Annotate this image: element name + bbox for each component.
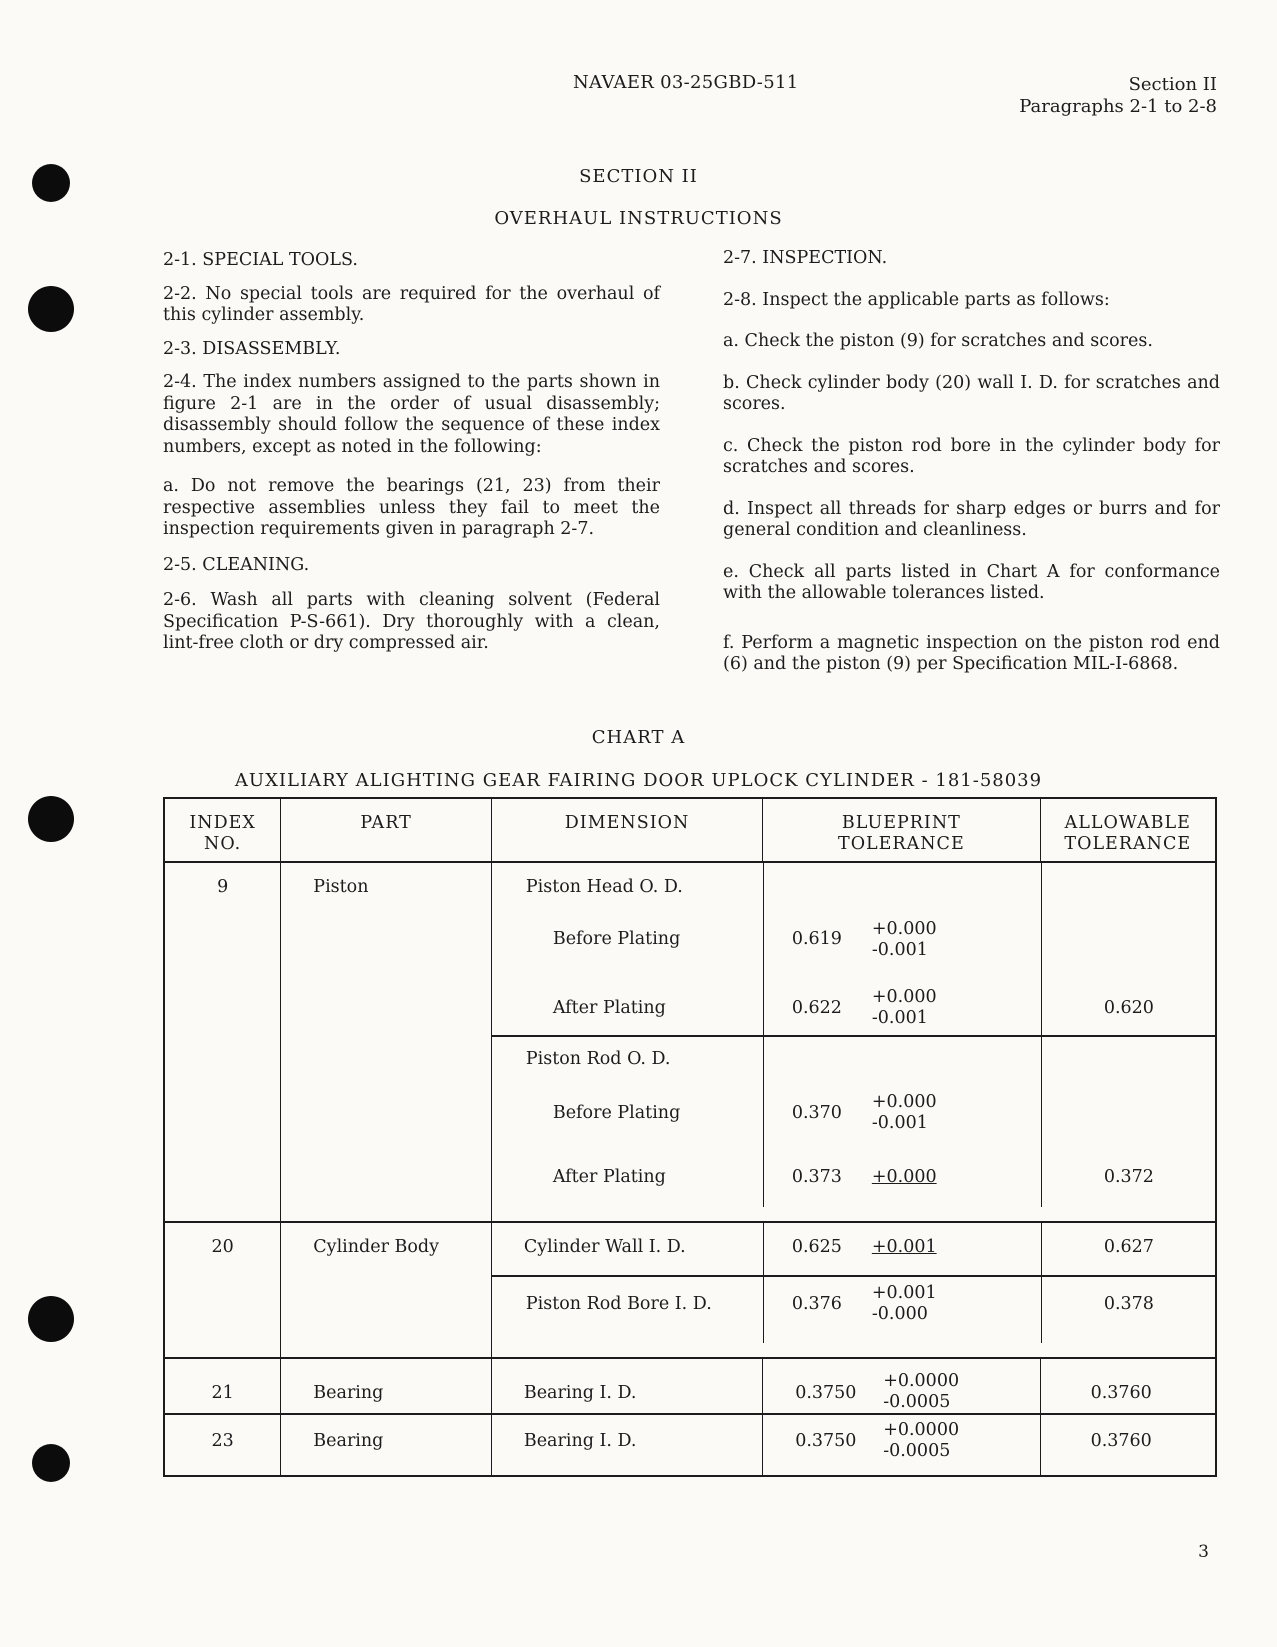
- column-divider: [1041, 863, 1043, 1207]
- dimension-label: After Plating: [552, 1167, 666, 1187]
- tolerance-minus: -0.001: [871, 940, 928, 960]
- paragraph-2-8: 2-8. Inspect the applicable parts as follows:: [723, 289, 1110, 310]
- blueprint-tolerance: [872, 1283, 937, 1325]
- piston-detail-cell: [491, 862, 1216, 1222]
- column-divider: [763, 1223, 765, 1343]
- right-column: [723, 248, 1220, 676]
- tolerance-minus: -0.001: [871, 1008, 928, 1028]
- blueprint-tolerance: [883, 1371, 959, 1413]
- header-allowable: ALLOWABLE TOLERANCE: [1040, 798, 1216, 862]
- blueprint-value: 0.376: [791, 1294, 842, 1314]
- allowable-value: 0.620: [1103, 998, 1154, 1018]
- blueprint-value: 0.373: [791, 1167, 842, 1187]
- blueprint-value: 0.370: [791, 1103, 842, 1123]
- piston-rod-bore-block: [492, 1277, 1215, 1343]
- dimension-cell: Bearing I. D.: [491, 1358, 762, 1414]
- section-title: SECTION II: [579, 166, 698, 187]
- allowable-cell: 0.3760: [1040, 1358, 1216, 1414]
- dimension-label: Piston Rod Bore I. D.: [525, 1294, 712, 1314]
- tolerance-plus: +0.000: [871, 919, 937, 939]
- dimension-label: After Plating: [552, 998, 666, 1018]
- blueprint-value: 0.625: [791, 1237, 842, 1257]
- paragraph-2-8-d: d. Inspect all threads for sharp edges or burrs and for general condition and cleanliness.: [723, 498, 1220, 540]
- blueprint-tolerance: [872, 987, 937, 1029]
- piston-head-block: [492, 863, 1215, 1037]
- cylinder-body-detail-cell: [491, 1222, 1216, 1358]
- dimension-label: Before Plating: [552, 929, 681, 949]
- table-row: [164, 1414, 1216, 1476]
- cylinder-wall-block: [492, 1223, 1215, 1277]
- page-heading: OVERHAUL INSTRUCTIONS: [494, 208, 783, 229]
- allowable-value: 0.627: [1103, 1237, 1154, 1257]
- header-part: PART: [281, 798, 492, 862]
- blueprint-cell: [763, 1358, 1040, 1414]
- paragraphs-label: Paragraphs 2-1 to 2-8: [1019, 96, 1217, 117]
- blueprint-value: 0.619: [791, 929, 842, 949]
- blueprint-value: 0.3750: [795, 1383, 857, 1403]
- dimension-label: Piston Rod O. D.: [525, 1049, 671, 1069]
- document-number: NAVAER 03-25GBD-511: [573, 72, 799, 93]
- index-cell: 20: [164, 1222, 281, 1358]
- chart-title: AUXILIARY ALIGHTING GEAR FAIRING DOOR UPLOCK CYLINDER - 181-58039: [234, 770, 1043, 791]
- binder-hole: [32, 1444, 70, 1482]
- blueprint-tolerance: [872, 1092, 937, 1134]
- index-cell: 23: [164, 1414, 281, 1476]
- tolerance-plus: +0.0000: [883, 1371, 960, 1391]
- blueprint-value: 0.622: [791, 998, 842, 1018]
- paragraph-2-7: 2-7. INSPECTION.: [723, 248, 888, 268]
- tolerance-chart: [163, 797, 1217, 1477]
- allowable-cell: 0.3760: [1040, 1414, 1216, 1476]
- header-index: INDEX NO.: [164, 798, 281, 862]
- blueprint-tolerance: +0.001: [871, 1237, 937, 1257]
- index-cell: 21: [164, 1358, 281, 1414]
- paragraph-2-8-a: a. Check the piston (9) for scratches and scores.: [723, 331, 1153, 351]
- left-column: [163, 250, 660, 655]
- piston-rod-block: [492, 1037, 1215, 1207]
- binder-hole: [28, 1296, 74, 1342]
- paragraph-2-8-c: c. Check the piston rod bore in the cylinder body for scratches and scores.: [723, 435, 1220, 477]
- page-number: 3: [1198, 1542, 1209, 1562]
- blueprint-tolerance: +0.000: [871, 1167, 937, 1187]
- dimension-label: Piston Head O. D.: [525, 877, 683, 897]
- part-cell: Bearing: [281, 1414, 492, 1476]
- blueprint-tolerance: [872, 919, 937, 961]
- paragraph-2-5: 2-5. CLEANING.: [163, 554, 310, 575]
- binder-hole: [28, 796, 74, 842]
- paragraph-2-8-f: f. Perform a magnetic inspection on the piston rod end (6) and the piston (9) per Specification MIL-I-6868.: [723, 632, 1220, 674]
- blueprint-cell: [763, 1414, 1040, 1476]
- paragraph-2-1: 2-1. SPECIAL TOOLS.: [163, 250, 358, 270]
- binder-hole: [28, 286, 74, 332]
- header-dimension: DIMENSION: [491, 798, 762, 862]
- tolerance-minus: -0.000: [871, 1304, 928, 1324]
- blueprint-tolerance: [883, 1420, 959, 1462]
- table-row: [164, 862, 1216, 1222]
- header-blueprint: BLUEPRINT TOLERANCE: [763, 798, 1040, 862]
- paragraph-2-8-e: e. Check all parts listed in Chart A for conformance with the allowable tolerances listed.: [723, 561, 1220, 603]
- section-reference: [1019, 74, 1217, 118]
- tolerance-plus: +0.000: [871, 987, 937, 1007]
- paragraph-2-4-a: a. Do not remove the bearings (21, 23) from their respective assemblies unless they fail to meet the inspection requirements given in paragraph 2-7.: [163, 476, 660, 539]
- dimension-cell: Bearing I. D.: [491, 1414, 762, 1476]
- blueprint-value: 0.3750: [795, 1431, 857, 1451]
- allowable-value: 0.372: [1103, 1167, 1154, 1187]
- table-row: [164, 1222, 1216, 1358]
- paragraph-2-2: 2-2. No special tools are required for the overhaul of this cylinder assembly.: [163, 283, 660, 325]
- part-cell: Piston: [281, 862, 492, 1222]
- dimension-label: Cylinder Wall I. D.: [523, 1237, 686, 1257]
- tolerance-minus: -0.001: [871, 1113, 928, 1133]
- index-cell: 9: [164, 862, 281, 1222]
- tolerance-minus: -0.0005: [883, 1441, 951, 1461]
- chart-label: CHART A: [591, 727, 686, 748]
- column-divider: [763, 863, 765, 1207]
- part-cell: Bearing: [281, 1358, 492, 1414]
- tolerance-plus: +0.0000: [883, 1420, 960, 1440]
- part-cell: Cylinder Body: [281, 1222, 492, 1358]
- tolerance-plus: +0.001: [871, 1283, 937, 1303]
- paragraph-2-4: 2-4. The index numbers assigned to the parts shown in figure 2-1 are in the order of usual disassembly; disassembly should follow the sequence of these index numbers, except as noted in the following:: [163, 372, 660, 457]
- section-label: Section II: [1128, 74, 1217, 95]
- column-divider: [1041, 1223, 1043, 1343]
- table-row: [164, 1358, 1216, 1414]
- paragraph-2-3: 2-3. DISASSEMBLY.: [163, 338, 341, 359]
- paragraph-2-8-b: b. Check cylinder body (20) wall I. D. for scratches and scores.: [723, 372, 1220, 414]
- chart-header-row: [164, 798, 1216, 862]
- dimension-label: Before Plating: [552, 1103, 681, 1123]
- tolerance-plus: +0.000: [871, 1092, 937, 1112]
- paragraph-2-6: 2-6. Wash all parts with cleaning solvent (Federal Specification P-S-661). Dry thoroughly with a clean, lint-free cloth or dry compressed air.: [163, 590, 660, 653]
- tolerance-minus: -0.0005: [883, 1392, 951, 1412]
- allowable-value: 0.378: [1103, 1294, 1154, 1314]
